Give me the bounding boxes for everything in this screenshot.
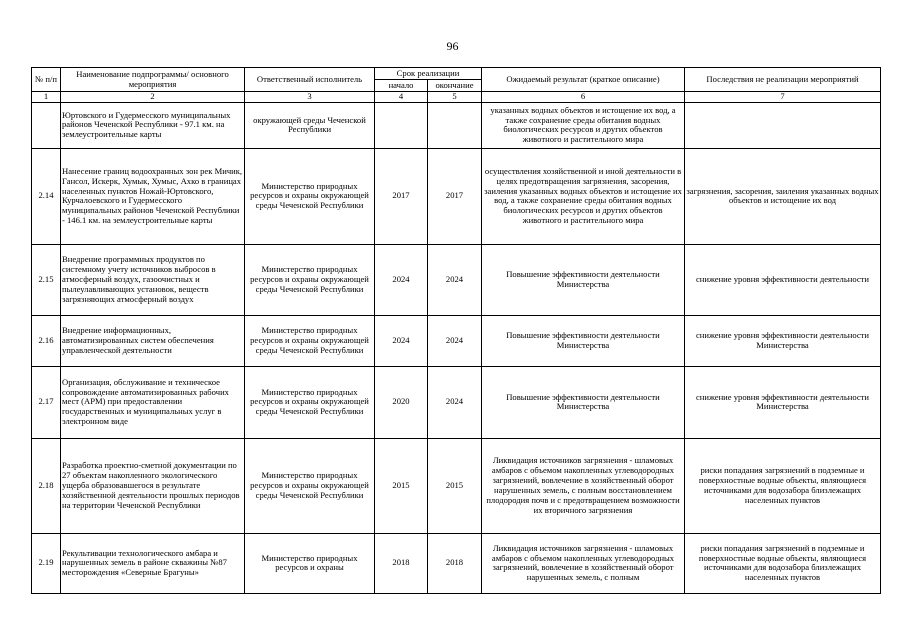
table-row [32, 148, 881, 244]
header-name: Наименование подпрограммы/ основного мероприятия [61, 68, 245, 92]
start-year: 2015 [375, 438, 428, 533]
header-num: № п/п [32, 68, 61, 92]
header-period: Срок реализации [375, 68, 482, 80]
column-number: 2 [61, 92, 245, 103]
activity-name: Организация, обслуживание и техническое сопровождение автоматизированных рабочих мест (АРМ) при предоставлении государственных и муниципальных услуг в электронном виде [61, 366, 245, 438]
activity-name: Внедрение программных продуктов по системному учету источников выбросов в атмосферный воздух, газоочистных и пылеулавливающих установок, веществ загрязняющих атмосферный воздух [61, 244, 245, 315]
start-year: 2024 [375, 315, 428, 366]
executor: окружающей среды Чеченской Республики [245, 102, 375, 148]
activity-name: Нанесение границ водоохранных зон рек Мичик, Гансол, Искерк, Хумык, Хумыс, Ахко в границах населенных пунктов Ножай-Юртовского, Курчалоевского и Гудермесского муниципальных районов Чеченской Республики - 146.1 км. на землеустроительные карты [61, 148, 245, 244]
start-year [375, 102, 428, 148]
table-row [32, 244, 881, 315]
consequence: снижение уровня эффективности деятельности [685, 244, 881, 315]
row-number: 2.15 [32, 244, 61, 315]
table-row [32, 315, 881, 366]
table-row [32, 438, 881, 533]
expected-result: Ликвидация источников загрязнения - шламовых амбаров с объемом накопленных углеводородных загрязнений, вовлечение в хозяйственный оборот нарушенных земель, с полным восстановлением плодородия почв и с предотвращением возможности их вторичного загрязнения [482, 438, 685, 533]
page-number: 96 [446, 39, 459, 53]
end-year: 2024 [428, 366, 482, 438]
start-year: 2018 [375, 533, 428, 593]
consequence: риски попадания загрязнений в подземные и поверхностные водные объекты, являющиеся источниками для водозабора близлежащих населенных пунктов [685, 533, 881, 593]
executor: Министерство природных ресурсов и охраны окружающей среды Чеченской Республики [245, 148, 375, 244]
executor: Министерство природных ресурсов и охраны окружающей среды Чеченской Республики [245, 244, 375, 315]
header-start: начало [375, 80, 428, 92]
row-number: 2.19 [32, 533, 61, 593]
header-consequence: Последствия не реализации мероприятий [685, 68, 881, 92]
end-year: 2017 [428, 148, 482, 244]
row-number: 2.16 [32, 315, 61, 366]
consequence: снижение уровня эффективности деятельности Министерства [685, 366, 881, 438]
column-number: 3 [245, 92, 375, 103]
activity-name: Рекультивации технологического амбара и нарушенных земель в районе скважины №87 месторождения «Северные Брагуны» [61, 533, 245, 593]
executor: Министерство природных ресурсов и охраны окружающей среды Чеченской Республики [245, 315, 375, 366]
table-row [32, 102, 881, 148]
consequence: снижение уровня эффективности деятельности Министерства [685, 315, 881, 366]
consequence: загрязнения, засорения, заиления указанных водных объектов и истощение их вод [685, 148, 881, 244]
consequence [685, 102, 881, 148]
executor: Министерство природных ресурсов и охраны окружающей среды Чеченской Республики [245, 438, 375, 533]
header-end: окончание [428, 80, 482, 92]
column-number: 1 [32, 92, 61, 103]
start-year: 2017 [375, 148, 428, 244]
table-row [32, 533, 881, 593]
header-executor: Ответственный исполнитель [245, 68, 375, 92]
header-row-top [32, 68, 881, 80]
row-number: 2.17 [32, 366, 61, 438]
end-year: 2024 [428, 315, 482, 366]
end-year: 2018 [428, 533, 482, 593]
header-result: Ожидаемый результат (краткое описание) [482, 68, 685, 92]
column-number-row [32, 92, 881, 103]
expected-result: указанных водных объектов и истощение их вод, а также сохранение среды обитания водных биологических ресурсов и других объектов животного и растительного мира [482, 102, 685, 148]
consequence: риски попадания загрязнений в подземные и поверхностные водные объекты, являющиеся источниками для водозабора близлежащих населенных пунктов [685, 438, 881, 533]
column-number: 6 [482, 92, 685, 103]
expected-result: Повышение эффективности деятельности Министерства [482, 315, 685, 366]
end-year: 2024 [428, 244, 482, 315]
expected-result: Повышение эффективности деятельности Министерства [482, 244, 685, 315]
expected-result: Ликвидация источников загрязнения - шламовых амбаров с объемом накопленных углеводородных загрязнений, вовлечение в хозяйственный оборот нарушенных земель, с полным [482, 533, 685, 593]
table-row [32, 366, 881, 438]
column-number: 7 [685, 92, 881, 103]
column-number: 4 [375, 92, 428, 103]
activity-name: Разработка проектно-сметной документации по 27 объектам накопленного экологического ущерба образовавшегося в результате хозяйственной деятельности прошлых периодов на территории Чеченской Республики [61, 438, 245, 533]
executor: Министерство природных ресурсов и охраны окружающей среды Чеченской Республики [245, 366, 375, 438]
column-number: 5 [428, 92, 482, 103]
end-year: 2015 [428, 438, 482, 533]
row-number: 2.18 [32, 438, 61, 533]
expected-result: Повышение эффективности деятельности Министерства [482, 366, 685, 438]
expected-result: осуществления хозяйственной и иной деятельности в целях предотвращения загрязнения, засорения, заиления указанных водных объектов и истощение их вод, а также сохранение среды обитания водных биологических ресурсов и других объектов животного и растительного мира [482, 148, 685, 244]
executor: Министерство природных ресурсов и охраны [245, 533, 375, 593]
activity-name: Внедрение информационных, автоматизированных систем обеспечения управленческой деятельности [61, 315, 245, 366]
activities-table [31, 67, 881, 594]
start-year: 2020 [375, 366, 428, 438]
activity-name: Юртовского и Гудермесского муниципальных районов Чеченской Республики - 97.1 км. на землеустроительные карты [61, 102, 245, 148]
start-year: 2024 [375, 244, 428, 315]
row-number: 2.14 [32, 148, 61, 244]
end-year [428, 102, 482, 148]
row-number [32, 102, 61, 148]
